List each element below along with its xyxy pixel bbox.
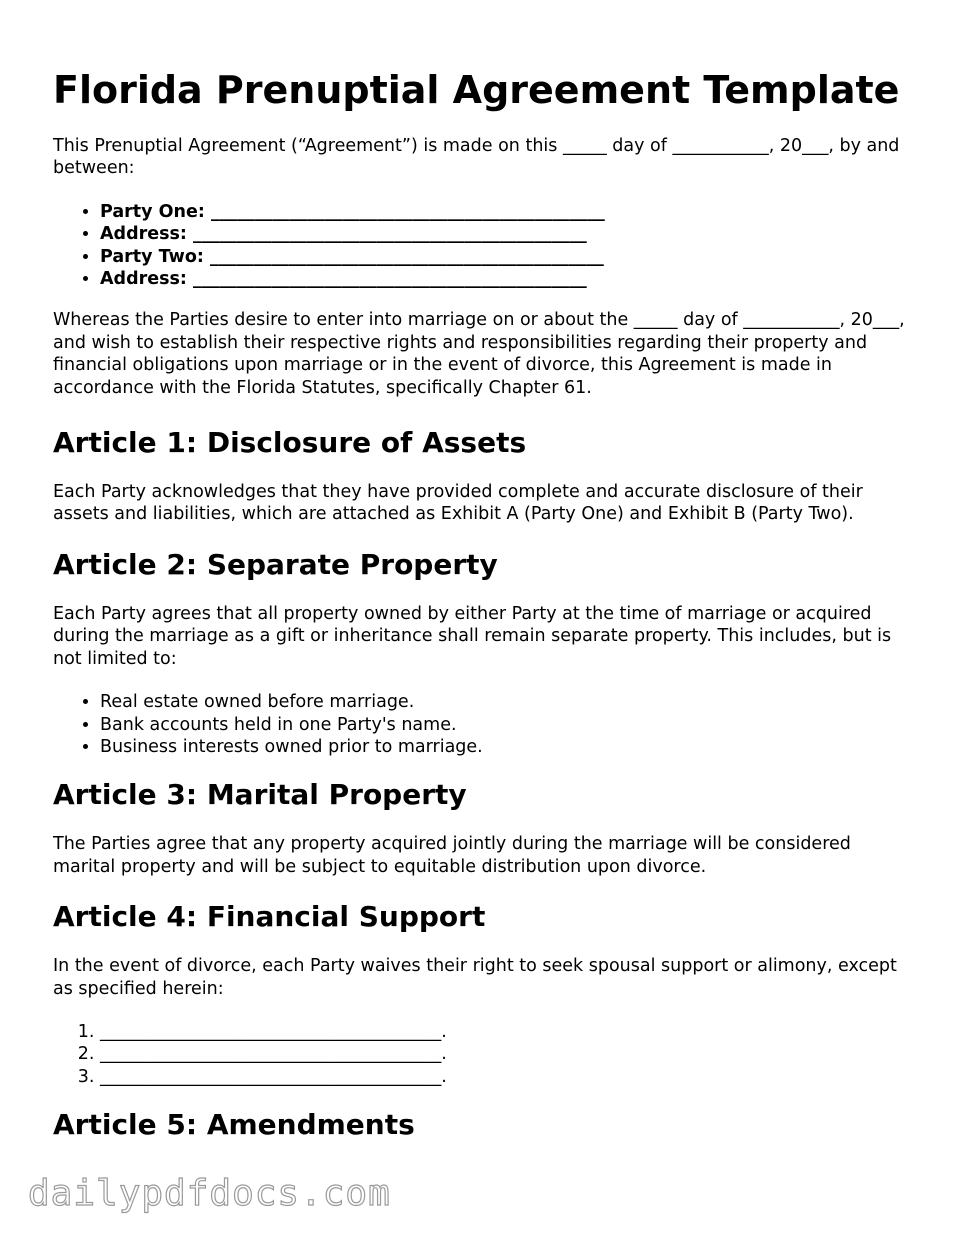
article-2-heading: Article 2: Separate Property: [53, 547, 498, 581]
document-title: Florida Prenuptial Agreement Template: [53, 68, 900, 112]
party-one-line: • Party One: _____________________________________________: [100, 201, 913, 223]
support-exceptions-list: [53, 1021, 913, 1088]
list-item: 2. _______________________________________.: [100, 1043, 913, 1065]
article-5-heading: Article 5: Amendments: [53, 1108, 415, 1142]
article-1-text: Each Party acknowledges that they have provided complete and accurate disclosure of their assets and liabilities, which are attached as Exhibit A (Party One) and Exhibit B (Party Two).: [53, 482, 863, 525]
article-3-text: The Parties agree that any property acquired jointly during the marriage will be considered marital property and will be subject to equitable distribution upon divorce.: [53, 834, 851, 877]
separate-property-list: [53, 691, 913, 758]
article-4-text: In the event of divorce, each Party waives their right to seek spousal support or alimony, except as specified herein:: [53, 956, 897, 999]
list-item: • Real estate owned before marriage.: [100, 691, 913, 713]
article-4-heading: Article 4: Financial Support: [53, 900, 486, 934]
document-page: [53, 64, 913, 1163]
watermark: dailypdfdocs.com: [28, 1173, 391, 1214]
parties-list: [53, 201, 913, 291]
list-item: • Business interests owned prior to marriage.: [100, 736, 913, 758]
whereas-paragraph: Whereas the Parties desire to enter into marriage on or about the _____ day of ___________, 20___, and wish to establish their respective rights and responsibilities regarding their property and financial obligations upon marriage or in the event of divorce, this Agreement is made in accordance with the Florida Statutes, specifically Chapter 61.: [53, 310, 905, 398]
intro-paragraph: This Prenuptial Agreement (“Agreement”) is made on this _____ day of ___________, 20___, by and between:: [53, 136, 900, 179]
list-item: • Bank accounts held in one Party's name.: [100, 714, 913, 736]
list-item: 1. _______________________________________.: [100, 1021, 913, 1043]
article-1-heading: Article 1: Disclosure of Assets: [53, 426, 527, 460]
party-two-address-line: • Address: _____________________________________________: [100, 268, 913, 290]
article-3-heading: Article 3: Marital Property: [53, 778, 467, 812]
party-one-address-line: • Address: _____________________________________________: [100, 223, 913, 245]
party-two-line: • Party Two: _____________________________________________: [100, 246, 913, 268]
list-item: 3. _______________________________________.: [100, 1066, 913, 1088]
article-2-text: Each Party agrees that all property owned by either Party at the time of marriage or acquired during the marriage as a gift or inheritance shall remain separate property. This includes, but is not limited to:: [53, 603, 892, 669]
